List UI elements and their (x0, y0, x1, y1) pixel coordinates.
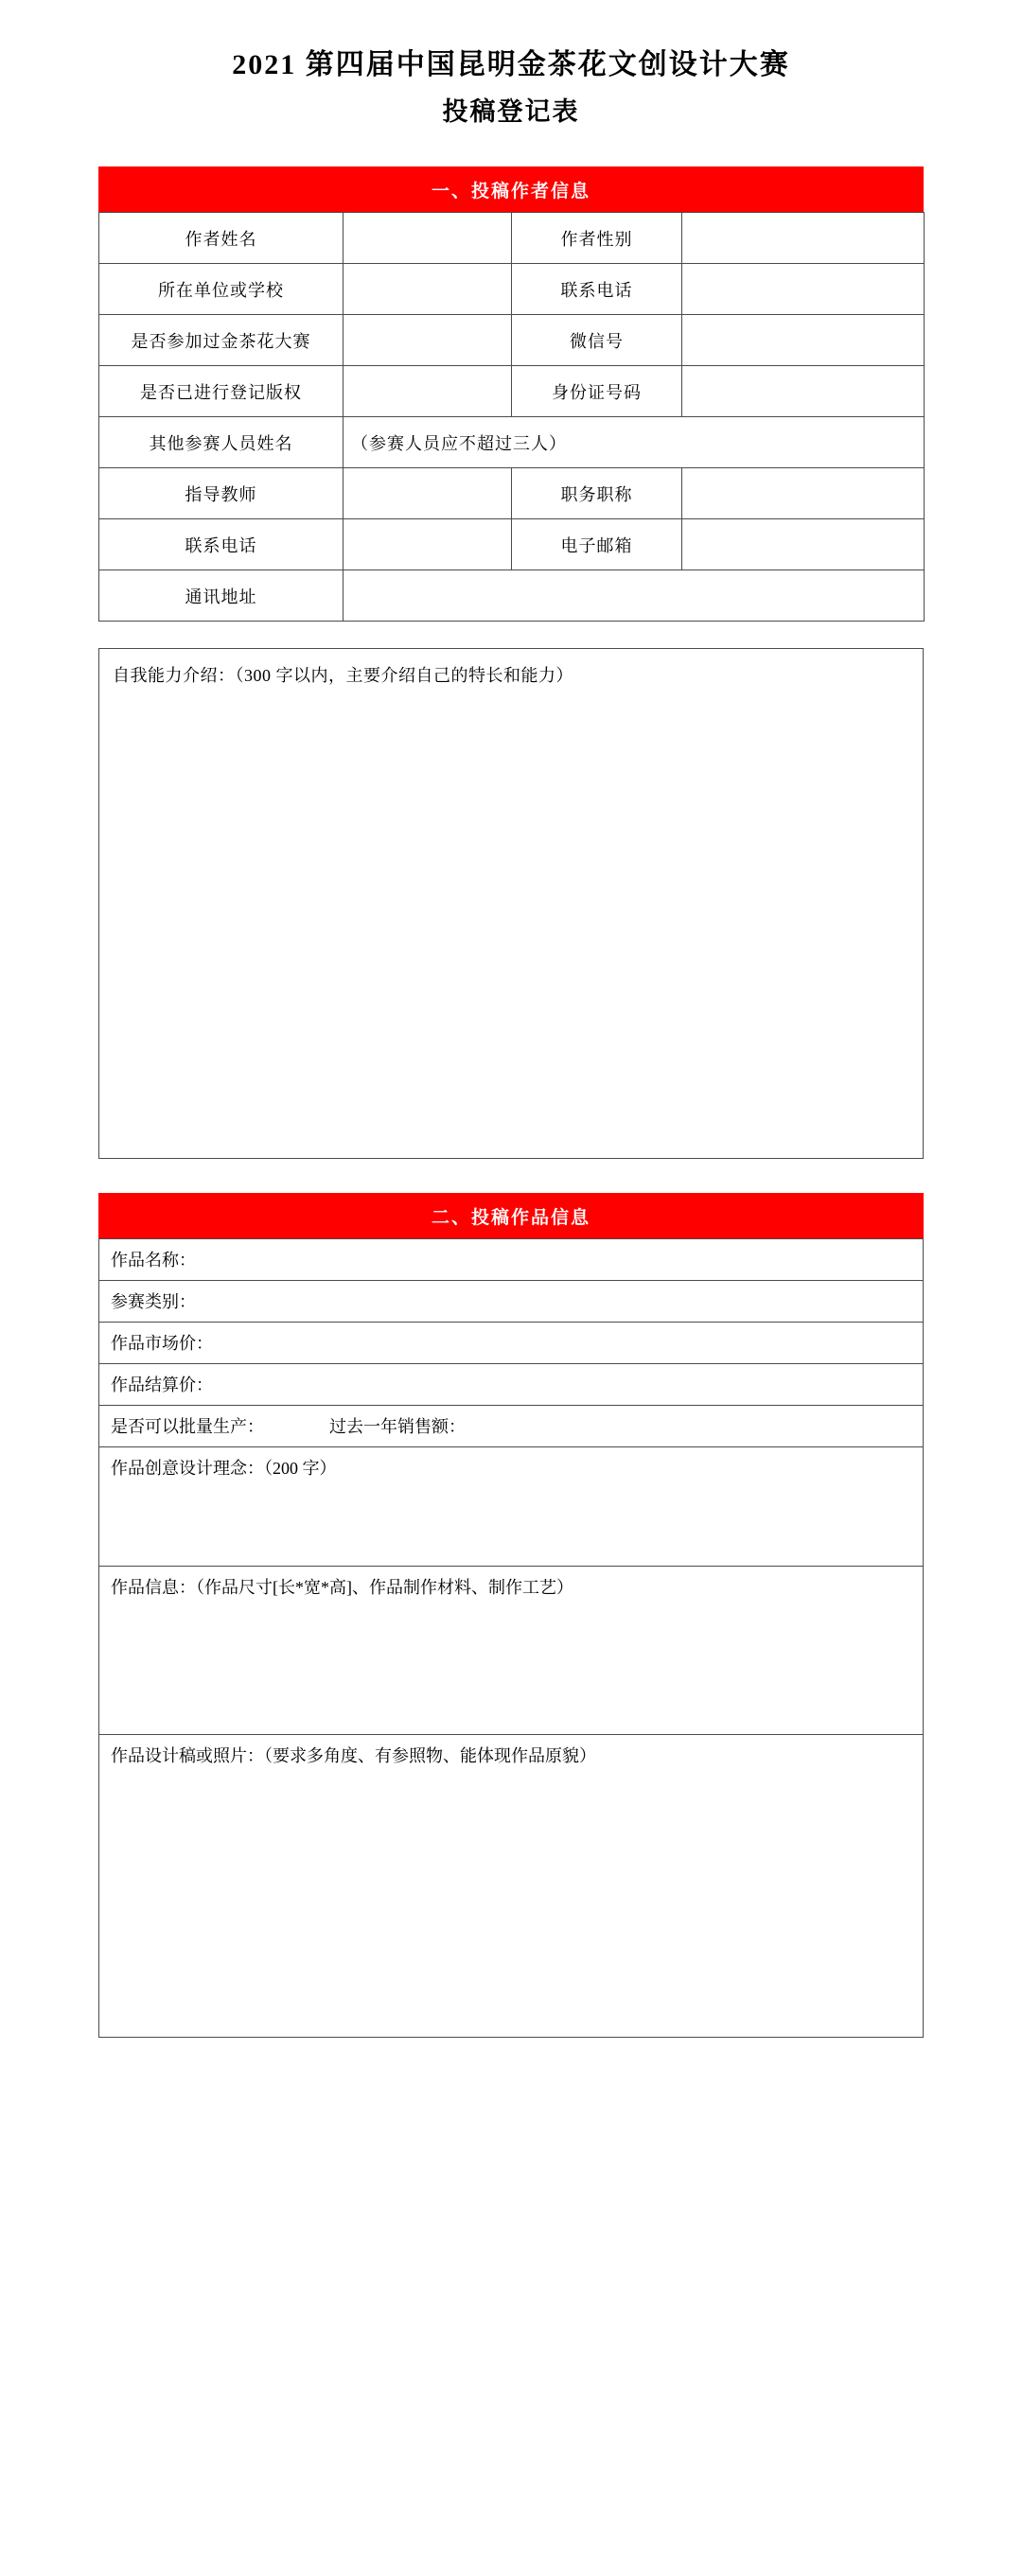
label-copyright-registered: 是否已进行登记版权 (99, 366, 344, 417)
table-row (99, 417, 925, 468)
section-1-header: 一、投稿作者信息 (98, 166, 924, 212)
title-line-1: 2021 第四届中国昆明金茶花文创设计大赛 (232, 49, 790, 80)
field-previous-participation[interactable] (344, 315, 512, 366)
title-line-2: 投稿登记表 (442, 97, 580, 126)
page-title (0, 0, 1022, 132)
label-contact-phone: 联系电话 (512, 264, 682, 315)
field-organization[interactable] (344, 264, 512, 315)
table-row (99, 1567, 924, 1735)
label-instructor: 指导教师 (99, 468, 344, 519)
table-row (99, 1406, 924, 1447)
field-copyright-registered[interactable] (344, 366, 512, 417)
label-mailing-address: 通讯地址 (99, 570, 344, 622)
field-job-title[interactable] (682, 468, 925, 519)
field-category[interactable]: 参赛类别： (99, 1281, 924, 1323)
field-contact-phone[interactable] (682, 264, 925, 315)
label-email: 电子邮箱 (512, 519, 682, 570)
label-other-members: 其他参赛人员姓名 (99, 417, 344, 468)
field-mass-production[interactable] (99, 1406, 924, 1447)
table-row (99, 570, 925, 622)
field-work-name[interactable]: 作品名称： (99, 1239, 924, 1281)
field-instructor-phone[interactable] (344, 519, 512, 570)
field-id-number[interactable] (682, 366, 925, 417)
table-row (99, 1447, 924, 1567)
field-mailing-address[interactable] (344, 570, 925, 622)
field-wechat[interactable] (682, 315, 925, 366)
table-row (99, 1281, 924, 1323)
field-author-gender[interactable] (682, 213, 925, 264)
field-settlement-price[interactable]: 作品结算价： (99, 1364, 924, 1406)
label-id-number: 身份证号码 (512, 366, 682, 417)
note-other-members: （参赛人员应不超过三人） (344, 417, 925, 468)
field-design-concept[interactable]: 作品创意设计理念：（200 字） (99, 1447, 924, 1567)
label-author-name: 作者姓名 (99, 213, 344, 264)
table-row (99, 1735, 924, 2038)
author-info-table (98, 212, 925, 622)
self-introduction-box[interactable] (98, 648, 924, 1159)
table-row (99, 1364, 924, 1406)
table-row (99, 519, 925, 570)
field-work-details[interactable]: 作品信息：（作品尺寸[长*宽*高]、作品制作材料、制作工艺） (99, 1567, 924, 1735)
field-instructor[interactable] (344, 468, 512, 519)
section-2-header: 二、投稿作品信息 (98, 1193, 924, 1238)
table-row (99, 1323, 924, 1364)
self-introduction-label: 自我能力介绍：（300 字以内，主要介绍自己的特长和能力） (113, 666, 573, 686)
work-info-table (98, 1238, 924, 2038)
table-row (99, 366, 925, 417)
table-row (99, 315, 925, 366)
label-instructor-phone: 联系电话 (99, 519, 344, 570)
field-work-photos[interactable]: 作品设计稿或照片：（要求多角度、有参照物、能体现作品原貌） (99, 1735, 924, 2038)
table-row (99, 468, 925, 519)
label-job-title: 职务职称 (512, 468, 682, 519)
label-wechat: 微信号 (512, 315, 682, 366)
table-row (99, 264, 925, 315)
field-market-price[interactable]: 作品市场价： (99, 1323, 924, 1364)
label-mass-production: 是否可以批量生产： (111, 1417, 264, 1437)
table-row (99, 213, 925, 264)
section-author-info (98, 166, 924, 622)
section-work-info (98, 1193, 924, 2038)
label-previous-participation: 是否参加过金茶花大赛 (99, 315, 344, 366)
field-email[interactable] (682, 519, 925, 570)
label-author-gender: 作者性别 (512, 213, 682, 264)
label-organization: 所在单位或学校 (99, 264, 344, 315)
field-author-name[interactable] (344, 213, 512, 264)
label-last-year-sales: 过去一年销售额： (329, 1417, 466, 1437)
table-row (99, 1239, 924, 1281)
